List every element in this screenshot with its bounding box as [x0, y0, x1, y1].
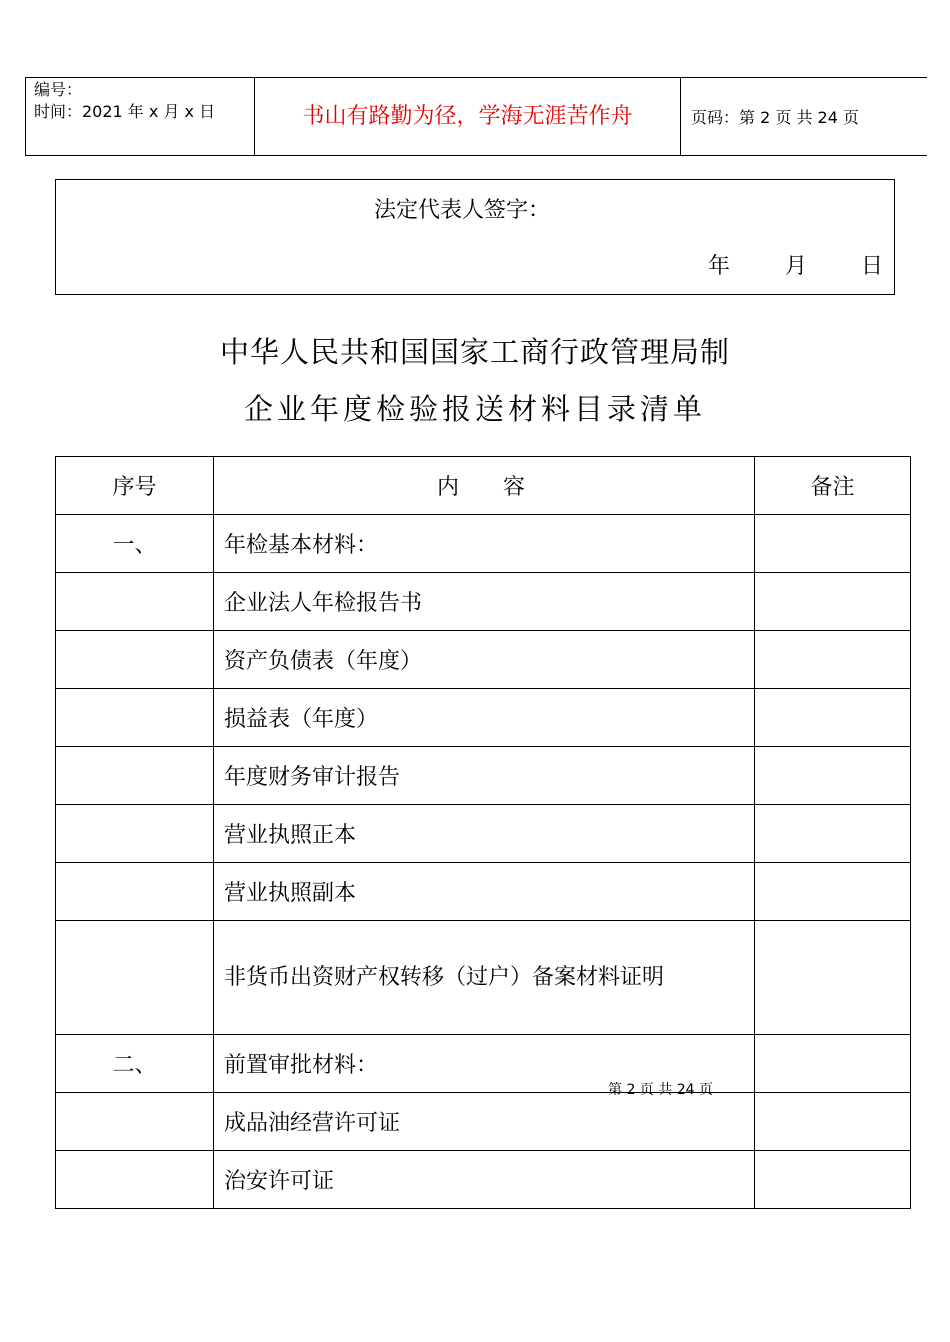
row-no: 一、	[56, 515, 214, 573]
row-note	[755, 863, 911, 921]
row-no	[56, 631, 214, 689]
row-content: 营业执照正本	[214, 805, 755, 863]
row-note	[755, 921, 911, 1035]
row-no	[56, 747, 214, 805]
row-no	[56, 921, 214, 1035]
row-note	[755, 747, 911, 805]
row-no	[56, 1093, 214, 1151]
table-header-row	[56, 457, 911, 515]
row-content: 前置审批材料：	[214, 1035, 755, 1093]
table-row	[56, 631, 911, 689]
date-year: 年	[708, 254, 731, 279]
row-note	[755, 1093, 911, 1151]
row-content: 损益表（年度）	[214, 689, 755, 747]
header-motto-cell	[255, 78, 681, 155]
row-no	[56, 1151, 214, 1209]
table-row	[56, 689, 911, 747]
row-no	[56, 805, 214, 863]
header-info-cell	[26, 78, 255, 155]
row-note	[755, 631, 911, 689]
row-content: 营业执照副本	[214, 863, 755, 921]
row-note	[755, 515, 911, 573]
time-label: 时间：2021 年 x 月 x 日	[34, 102, 216, 121]
header-page-cell	[681, 78, 927, 155]
row-no	[56, 863, 214, 921]
table-row	[56, 573, 911, 631]
row-content: 年检基本材料：	[214, 515, 755, 573]
date-day: 日	[861, 254, 884, 279]
row-content: 成品油经营许可证	[214, 1093, 755, 1151]
signature-box	[55, 179, 895, 295]
row-note	[755, 689, 911, 747]
row-note	[755, 1151, 911, 1209]
table-row	[56, 863, 911, 921]
row-content: 资产负债表（年度）	[214, 631, 755, 689]
table-row	[56, 921, 911, 1035]
table-row	[56, 805, 911, 863]
row-no	[56, 573, 214, 631]
issuer-title: 中华人民共和国国家工商行政管理局制	[219, 335, 730, 369]
header-no: 序号	[56, 457, 214, 515]
row-no: 二、	[56, 1035, 214, 1093]
table-row	[56, 1151, 911, 1209]
document-title: 企业年度检验报送材料目录清单	[243, 392, 706, 426]
page-number: 页码：第 2 页 共 24 页	[691, 108, 859, 127]
document-header	[25, 77, 927, 156]
row-content: 年度财务审计报告	[214, 747, 755, 805]
signature-label: 法定代表人签字：	[374, 198, 551, 223]
row-note	[755, 1035, 911, 1093]
header-note: 备注	[755, 457, 911, 515]
row-note	[755, 805, 911, 863]
materials-table	[55, 456, 911, 1209]
header-content: 内 容	[214, 457, 755, 515]
row-content: 企业法人年检报告书	[214, 573, 755, 631]
table-row	[56, 515, 911, 573]
row-no	[56, 689, 214, 747]
page-footer: 第 2 页 共 24 页	[608, 1082, 713, 1098]
table-row	[56, 1035, 911, 1093]
code-label: 编号：	[34, 80, 83, 99]
table-row	[56, 1093, 911, 1151]
date-month: 月	[785, 254, 808, 279]
row-note	[755, 573, 911, 631]
motto: 书山有路勤为径，学海无涯苦作舟	[302, 104, 633, 129]
row-content: 非货币出资财产权转移（过户）备案材料证明	[214, 921, 755, 1035]
table-row	[56, 747, 911, 805]
row-content: 治安许可证	[214, 1151, 755, 1209]
